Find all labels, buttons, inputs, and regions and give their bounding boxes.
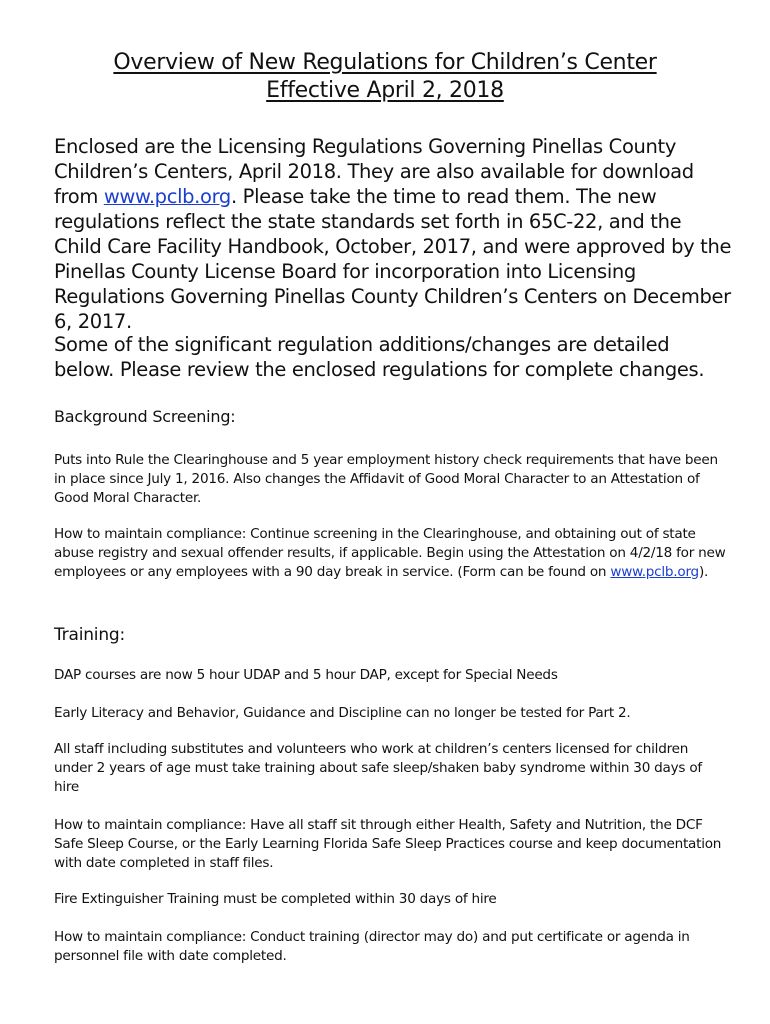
document-effective-date: Effective April 2, 2018 [266,78,504,103]
intro-paragraph [54,134,734,334]
background-paragraph-1: Puts into Rule the Clearinghouse and 5 year employment history check requirements that have been in place since July 1, 2016. Also changes the Affidavit of Good Moral Character to an Attestation of Good Moral Character. [54,452,718,506]
intro-text-start: Enclosed are the Licensing Regulations Governing Pinellas County Children’s Centers, April 2018. They are also available for download from [54,135,694,208]
pclb-link[interactable]: www.pclb.org [103,185,231,208]
training-paragraph-dap: DAP courses are now 5 hour UDAP and 5 hour DAP, except for Special Needs [54,667,558,683]
training-compliance-fire-extinguisher: How to maintain compliance: Conduct training (director may do) and put certificate or agenda in personnel file with date completed. [54,929,690,964]
significant-changes-paragraph: Some of the significant regulation additions/changes are detailed below. Please review the enclosed regulations for complete changes. [54,333,705,381]
intro-text-end: . Please take the time to read them. The new regulations reflect the state standards set forth in 65C-22, and the Child Care Facility Handbook, October, 2017, and were approved by the Pinellas County License Board for incorporation into Licensing Regulations Governing Pinellas County Children’s Centers on December 6, 2017. [54,185,732,333]
training-heading: Training: [54,625,126,645]
background-screening-heading: Background Screening: [54,407,236,426]
background-compliance-text-end: ). [698,564,709,580]
document-title: Overview of New Regulations for Children’s Center [113,50,657,75]
training-paragraph-early-literacy: Early Literacy and Behavior, Guidance and Discipline can no longer be tested for Part 2. [54,705,631,721]
training-paragraph-safe-sleep: All staff including substitutes and volunteers who work at children’s centers licensed for children under 2 years of age must take training about safe sleep/shaken baby syndrome within 30 days of hire [54,741,702,795]
pclb-form-link[interactable]: www.pclb.org [610,564,699,580]
background-compliance-paragraph [54,525,726,582]
training-paragraph-fire-extinguisher: Fire Extinguisher Training must be completed within 30 days of hire [54,891,497,907]
background-compliance-text: How to maintain compliance: Continue screening in the Clearinghouse, and obtaining out of state abuse registry and sexual offender results, if applicable. Begin using the Attestation on 4/2/18 for new employees or any employees with a 90 day break in service. (Form can be found on [54,526,726,580]
training-compliance-safe-sleep: How to maintain compliance: Have all staff sit through either Health, Safety and Nutrition, the DCF Safe Sleep Course, or the Early Learning Florida Safe Sleep Practices course and keep documentation with date completed in staff files. [54,817,722,871]
